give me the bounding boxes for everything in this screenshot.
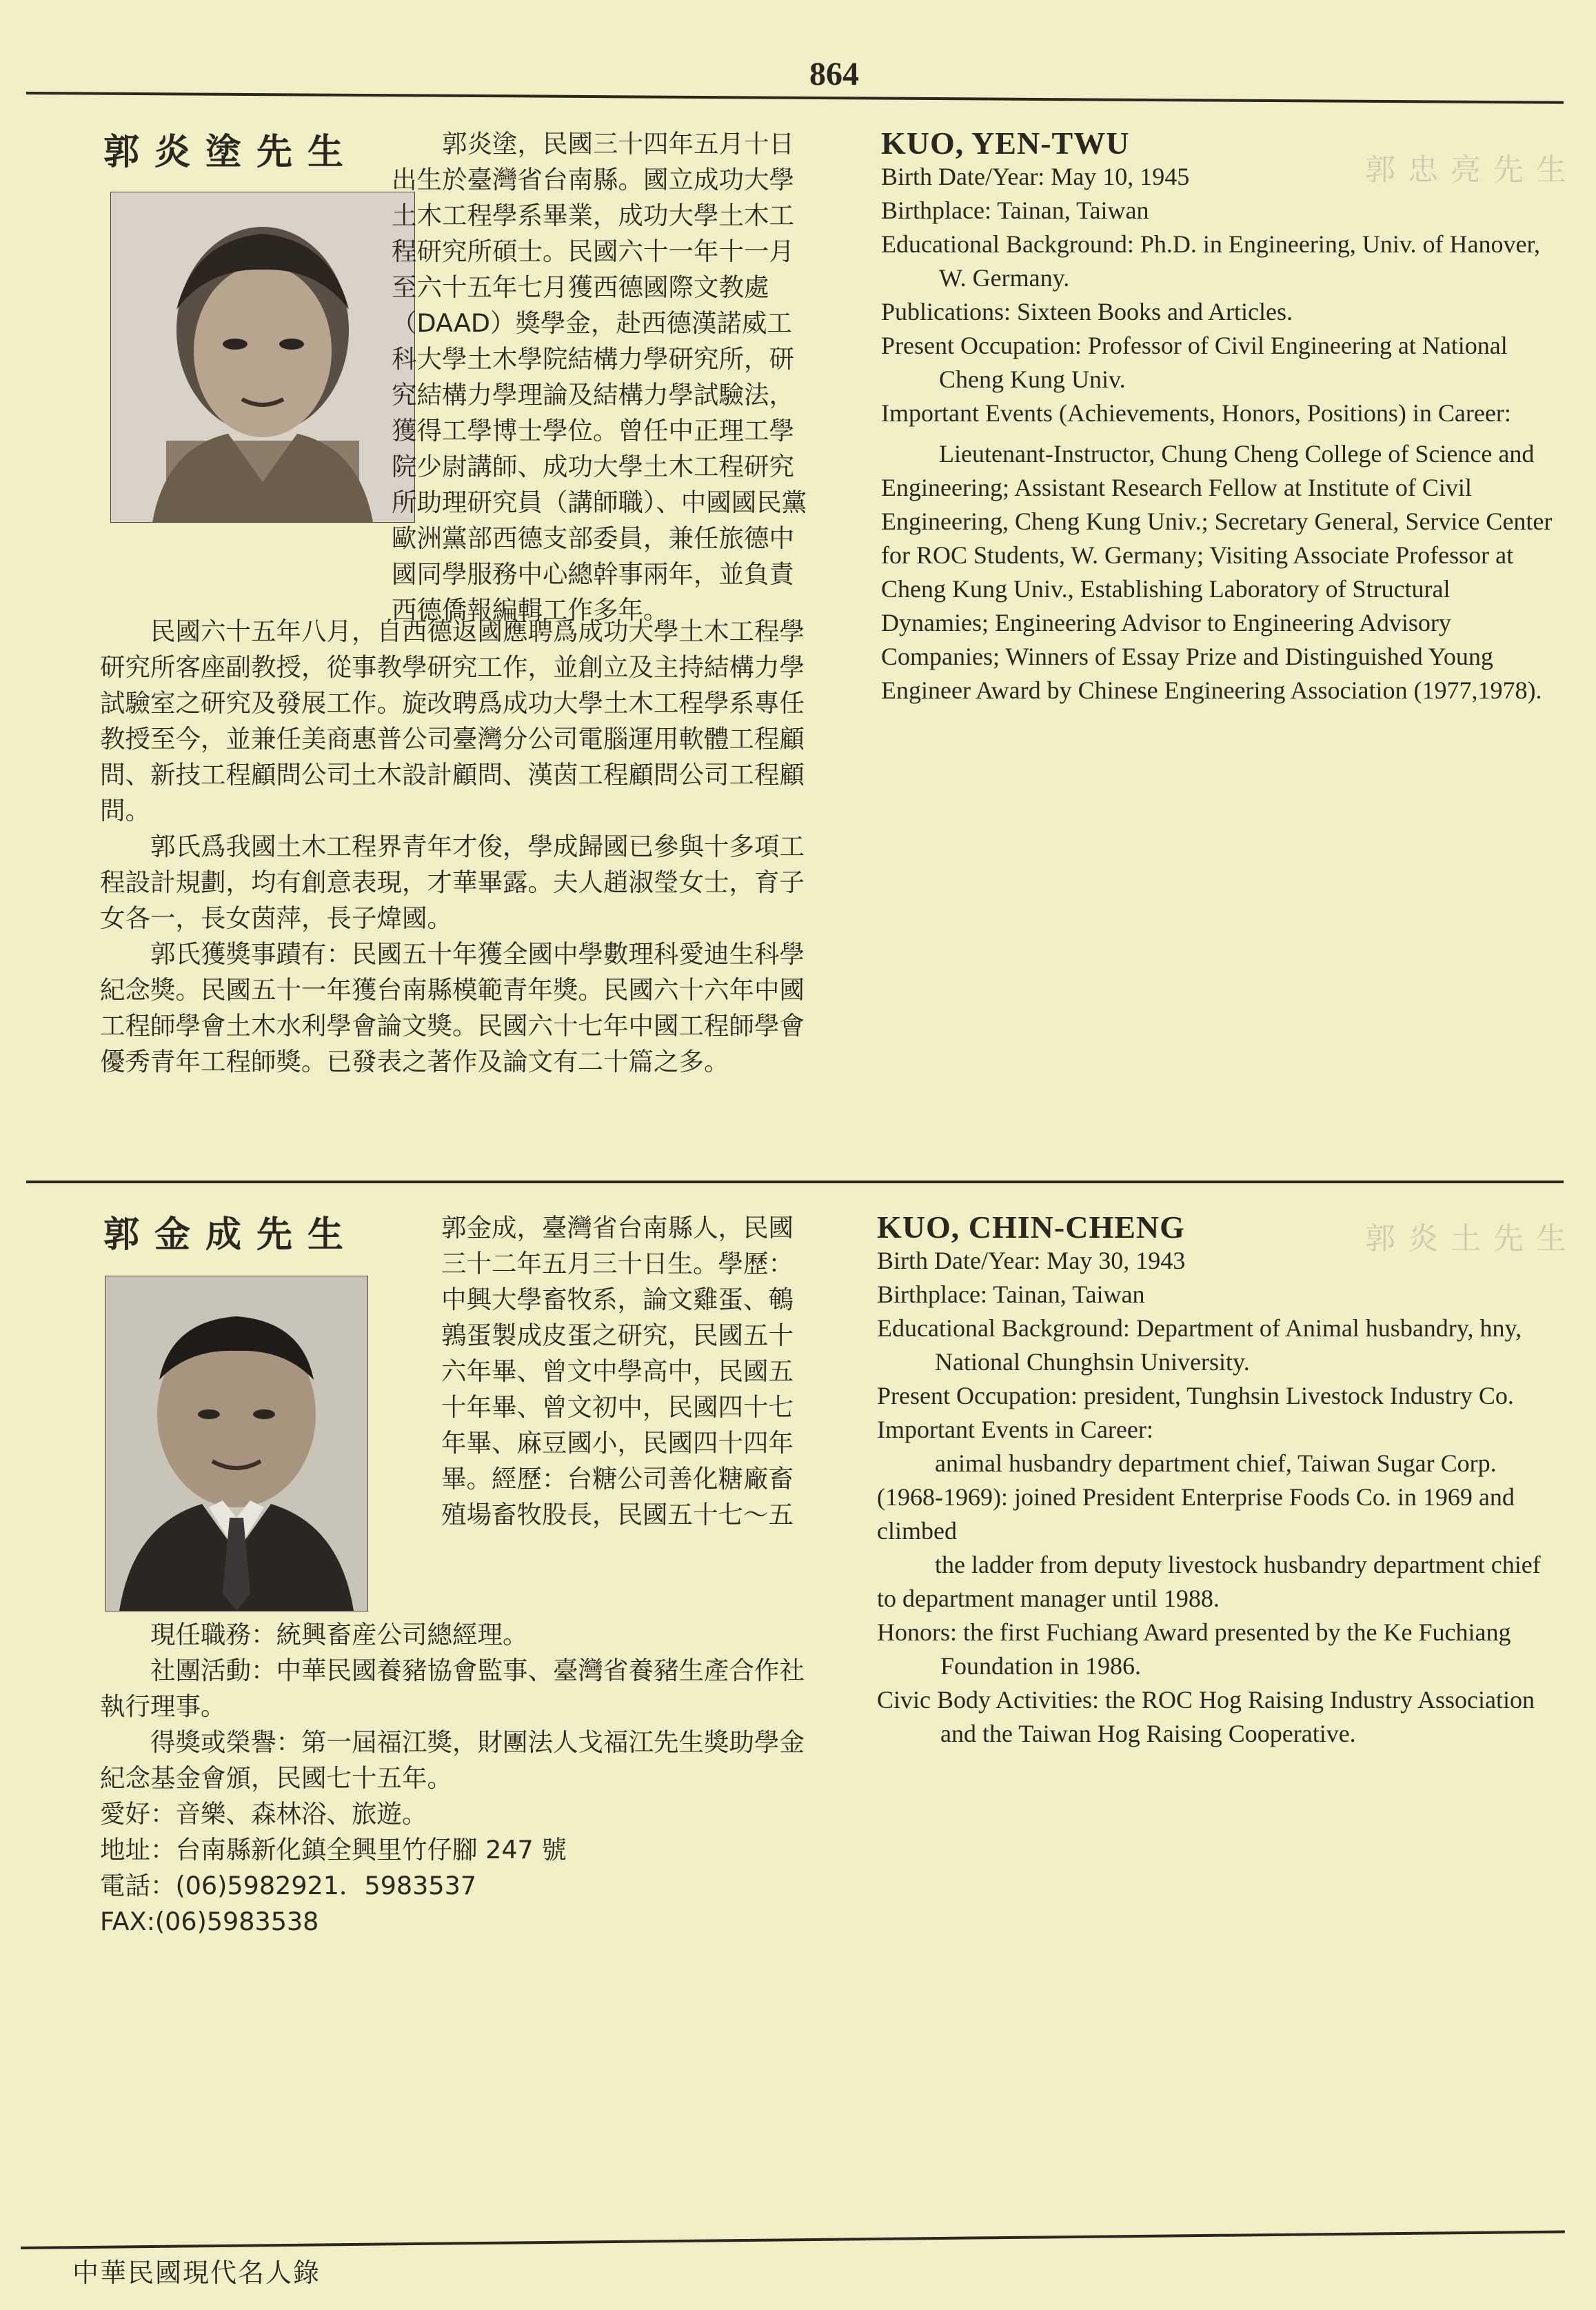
education: Educational Background: Department of Animal husbandry, hny, National Chunghsin University. bbox=[877, 1314, 1522, 1376]
bio-en bbox=[881, 126, 1557, 707]
middle-rule bbox=[26, 1181, 1564, 1183]
portrait-photo bbox=[105, 1276, 368, 1611]
bio-zh-lower bbox=[100, 1617, 814, 1940]
events-heading: Important Events (Achievements, Honors, Positions) in Career: bbox=[881, 399, 1511, 427]
birthplace: Birthplace: Tainan, Taiwan bbox=[877, 1280, 1145, 1308]
events-body: Lieutenant-Instructor, Chung Cheng College of Science and Engineering; Assistant Research Fellow at Institute of Civil Engineering, Cheng Kung Univ.; Secretary General, Service Center for ROC Students, W. Germany; Visiting Associate Professor at Cheng Kung Univ., Establishing Laboratory of Structural Dynamies; Engineering Advisor to Engineering Advisory Companies; Winners of Essay Prize and Distinguished Young Engineer Award by Chinese Engineering Association (1977,1978). bbox=[881, 440, 1553, 704]
awards: 得獎或榮譽：第一屆福江獎，財團法人戈福江先生獎助學金紀念基金會頒，民國七十五年。 bbox=[100, 1727, 805, 1793]
hobbies: 愛好：音樂、森林浴、旅遊。 bbox=[100, 1799, 427, 1829]
events-line1: animal husbandry department chief, Taiwan Sugar Corp. (1968-1969): joined President Enterprise Foods Co. in 1969 and climbed bbox=[877, 1449, 1515, 1545]
bio-zh-lower bbox=[100, 614, 810, 1080]
honors: Honors: the first Fuchiang Award presented by the Ke Fuchiang Foundation in 1986. bbox=[877, 1618, 1511, 1680]
bio-zh bbox=[441, 1210, 814, 1534]
page-number: 864 bbox=[809, 56, 859, 92]
bio-zh-top: 郭金成，臺灣省台南縣人，民國三十二年五月三十日生。學歷：中興大學畜牧系，論文雞蛋、鵪鶉蛋製成皮蛋之研究，民國五十六年畢、曾文中學高中，民國五十年畢、曾文初中，民國四十七年畢、麻豆國小，民國四十四年畢。經歷：台糖公司善化糖廠畜殖場畜牧股長，民國五十七～五 bbox=[441, 1213, 794, 1529]
birth-date: Birth Date/Year: May 30, 1943 bbox=[877, 1247, 1186, 1274]
name-en: KUO, CHIN-CHENG bbox=[877, 1209, 1185, 1245]
bleed-through-ghost-1: 郭忠亮先生 bbox=[1365, 152, 1579, 188]
bio-zh bbox=[392, 126, 812, 628]
birthplace: Birthplace: Tainan, Taiwan bbox=[881, 197, 1149, 224]
bio-zh-para2: 民國六十五年八月，自西德返國應聘爲成功大學土木工程學研究所客座副教授，從事教學研究工作，並創立及主持結構力學試驗室之研究及發展工作。旋改聘爲成功大學土木工程學系專任教授至今，並兼任美商惠普公司臺灣分公司電腦運用軟體工程顧問、新技工程顧問公司土木設計顧問、漢茵工程顧問公司工程顧問。 bbox=[100, 616, 805, 825]
birth-date: Birth Date/Year: May 10, 1945 bbox=[881, 163, 1190, 190]
portrait-icon bbox=[105, 1276, 367, 1611]
address: 地址：台南縣新化鎮全興里竹仔腳 247 號 bbox=[100, 1835, 567, 1865]
education: Educational Background: Ph.D. in Engineering, Univ. of Hanover, W. Germany. bbox=[881, 230, 1541, 292]
events-heading: Important Events in Career: bbox=[877, 1416, 1153, 1443]
portrait-photo bbox=[110, 192, 415, 523]
name-zh: 郭金成先生 bbox=[103, 1214, 359, 1256]
name-zh: 郭炎塗先生 bbox=[103, 132, 359, 173]
occupation: Present Occupation: president, Tunghsin Livestock Industry Co. bbox=[877, 1382, 1514, 1409]
footer-title: 中華民國現代名人錄 bbox=[72, 2258, 321, 2288]
fax: FAX:(06)5983538 bbox=[100, 1907, 319, 1936]
top-rule bbox=[26, 92, 1564, 104]
phone: 電話：(06)5982921．5983537 bbox=[100, 1871, 477, 1900]
bio-zh-para1: 郭炎塗，民國三十四年五月十日出生於臺灣省台南縣。國立成功大學土木工程學系畢業，成功大學土木工程研究所碩士。民國六十一年十一月至六十五年七月獲西德國際文教處（DAAD）獎學金，赴西德漢諾威工科大學土木學院結構力學研究所，研究結構力學理論及結構力學試驗法，獲得工學博士學位。曾任中正理工學院少尉講師、成功大學土木工程研究所助理研究員（講師職）、中國國民黨歐洲黨部西德支部委員，兼任旅德中國同學服務中心總幹事兩年，並負責西德僑報編輯工作多年。 bbox=[392, 129, 807, 625]
bio-zh-para4: 郭氏獲獎事蹟有：民國五十年獲全國中學數理科愛迪生科學紀念獎。民國五十一年獲台南縣模範青年獎。民國六十六年中國工程師學會土木水利學會論文獎。民國六十七年中國工程師學會優秀青年工程師獎。已發表之著作及論文有二十篇之多。 bbox=[100, 939, 805, 1076]
occupation: Present Occupation: Professor of Civil Engineering at National Cheng Kung Univ. bbox=[881, 332, 1508, 393]
bio-zh-para3: 郭氏爲我國土木工程界青年才俊，學成歸國已參與十多項工程設計規劃，均有創意表現，才華畢露。夫人趙淑瑩女士，育子女各一，長女茵萍，長子煒國。 bbox=[100, 832, 805, 933]
social-activities: 社團活動：中華民國養豬協會監事、臺灣省養豬生產合作社執行理事。 bbox=[100, 1656, 805, 1721]
publications: Publications: Sixteen Books and Articles. bbox=[881, 298, 1293, 325]
bleed-through-ghost-2: 郭炎土先生 bbox=[1365, 1221, 1579, 1256]
civic-activities: Civic Body Activities: the ROC Hog Raising Industry Association and the Taiwan Hog Raising Cooperative. bbox=[877, 1686, 1535, 1747]
bio-en bbox=[877, 1210, 1559, 1751]
bottom-rule bbox=[21, 2231, 1565, 2249]
events-line2: the ladder from deputy livestock husbandry department chief to department manager until 1988. bbox=[877, 1551, 1541, 1612]
portrait-icon bbox=[111, 192, 414, 522]
current-position: 現任職務：統興畜産公司總經理。 bbox=[150, 1620, 528, 1649]
name-en: KUO, YEN-TWU bbox=[881, 125, 1130, 161]
